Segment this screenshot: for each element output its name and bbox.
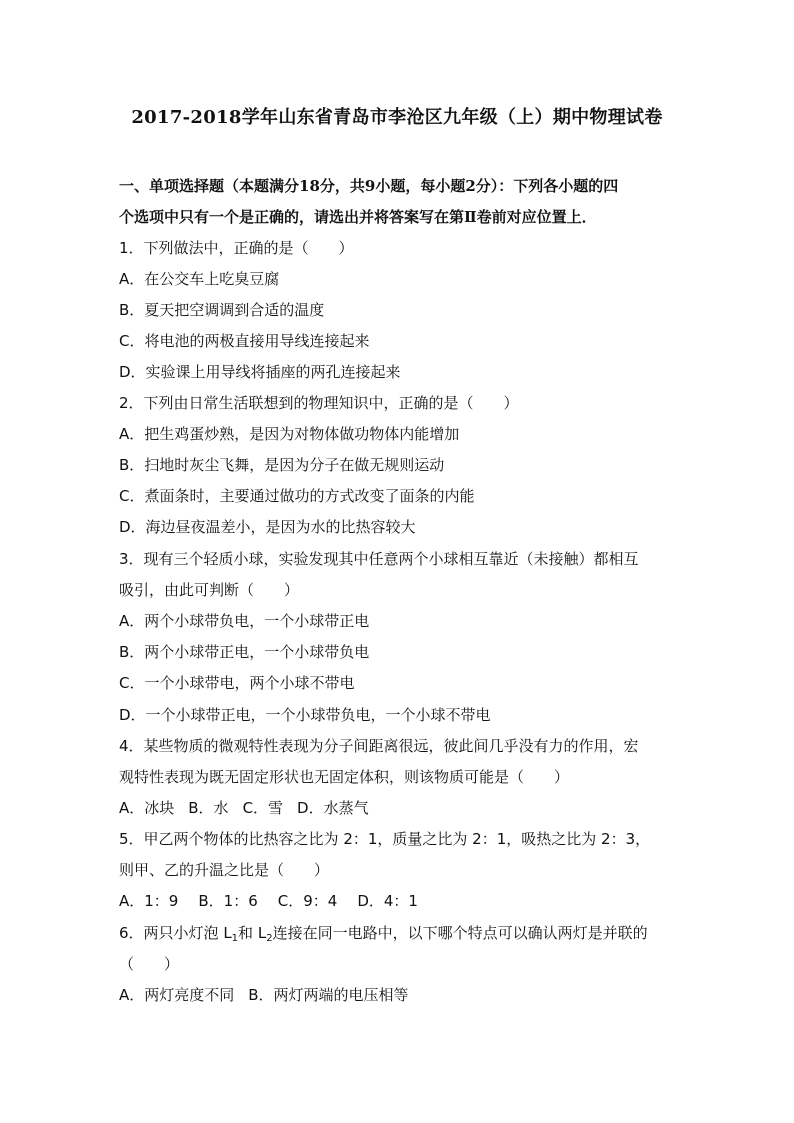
q3-option-a: A．两个小球带负电，一个小球带正电 <box>119 612 370 630</box>
q2-option-d: D．海边昼夜温差小，是因为水的比热容较大 <box>119 518 416 536</box>
q6-l1-subscript: 1 <box>231 933 239 944</box>
q5-option-c: C．9：4 <box>277 892 338 910</box>
q5-stem-line-2: 则甲、乙的升温之比是（ ） <box>119 861 330 879</box>
section-heading-line-1: 一、单项选择题（本题满分18分，共9小题，每小题2分）：下列各小题的四 <box>119 177 619 195</box>
q3-stem-line-1: 3．现有三个轻质小球，实验发现其中任意两个小球相互靠近（未接触）都相互 <box>119 550 639 568</box>
q5-option-d: D．4：1 <box>357 892 418 910</box>
q2-option-c: C．煮面条时，主要通过做功的方式改变了面条的内能 <box>119 487 475 505</box>
q5-option-b: B．1：6 <box>198 892 258 910</box>
q2-option-a: A．把生鸡蛋炒熟，是因为对物体做功物体内能增加 <box>119 425 460 443</box>
q1-option-d: D．实验课上用导线将插座的两孔连接起来 <box>119 363 401 381</box>
q6-stem-line-2: （ ） <box>119 955 180 973</box>
q6-and: 和 <box>238 924 258 942</box>
q6-stem-suffix: 连接在同一电路中，以下哪个特点可以确认两灯是并联的 <box>272 924 648 942</box>
q6-stem-line-1 <box>119 923 648 943</box>
q1-option-a: A．在公交车上吃臭豆腐 <box>119 270 280 288</box>
q3-option-d: D．一个小球带正电，一个小球带负电，一个小球不带电 <box>119 706 491 724</box>
q4-option-c: C．雪 <box>242 799 284 817</box>
q6-options <box>119 985 423 1005</box>
q4-option-d: D．水蒸气 <box>297 799 369 817</box>
q6-l1 <box>223 924 238 942</box>
q6-stem-prefix: 6．两只小灯泡 <box>119 924 224 942</box>
q6-l2 <box>258 924 273 942</box>
section-heading-line-2: 个选项中只有一个是正确的，请选出并将答案写在第Ⅱ卷前对应位置上． <box>119 208 597 226</box>
q1-stem: 1．下列做法中，正确的是（ ） <box>119 239 354 257</box>
q4-stem-line-2: 观特性表现为既无固定形状也无固定体积，则该物质可能是（ ） <box>119 768 570 786</box>
q5-stem-line-1: 5．甲乙两个物体的比热容之比为 2：1，质量之比为 2：1，吸热之比为 2：3， <box>119 830 651 848</box>
q6-l2-base: L <box>257 924 267 942</box>
q3-stem-line-2: 吸引，由此可判断（ ） <box>119 581 300 599</box>
q5-options <box>119 891 432 911</box>
q3-option-c: C．一个小球带电，两个小球不带电 <box>119 674 355 692</box>
q4-option-a: A．冰块 <box>119 799 175 817</box>
q3-option-b: B．两个小球带正电，一个小球带负电 <box>119 643 370 661</box>
q2-stem: 2．下列由日常生活联想到的物理知识中，正确的是（ ） <box>119 394 519 412</box>
q6-option-b: B．两灯两端的电压相等 <box>248 986 409 1004</box>
q4-options <box>119 798 383 818</box>
q4-option-b: B．水 <box>188 799 229 817</box>
q4-stem-line-1: 4．某些物质的微观特性表现为分子间距离很远，彼此间几乎没有力的作用，宏 <box>119 737 639 755</box>
q6-option-a: A．两灯亮度不同 <box>119 986 235 1004</box>
q5-option-a: A．1：9 <box>119 892 179 910</box>
q1-option-c: C．将电池的两极直接用导线连接起来 <box>119 332 370 350</box>
q1-option-b: B．夏天把空调调到合适的温度 <box>119 301 325 319</box>
q2-option-b: B．扫地时灰尘飞舞，是因为分子在做无规则运动 <box>119 456 445 474</box>
q6-l2-subscript: 2 <box>266 933 273 944</box>
page-title: 2017-2018学年山东省青岛市李沧区九年级（上）期中物理试卷 <box>131 107 663 128</box>
q6-l1-base: L <box>223 924 232 942</box>
